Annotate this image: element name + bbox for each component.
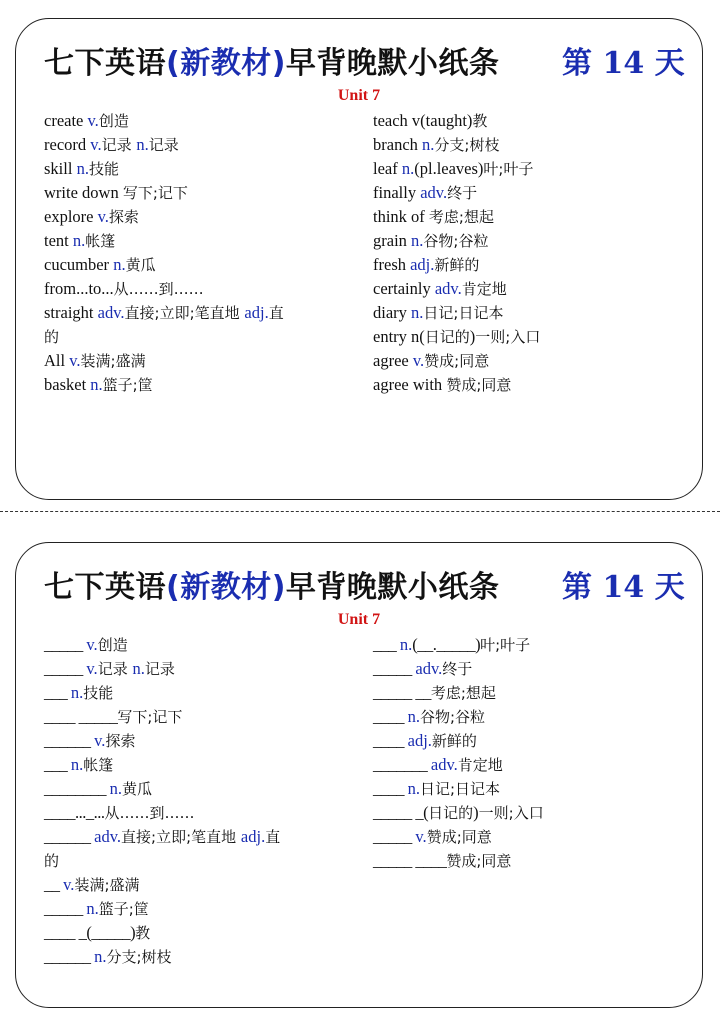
- answer-blank: ____: [373, 707, 408, 726]
- vocab-line: [44, 681, 354, 705]
- answer-blank: _____: [44, 899, 87, 918]
- vocab-line: [44, 133, 354, 157]
- vocab-line: [44, 633, 354, 657]
- vocab-line: [373, 301, 691, 325]
- vocab-line: [373, 253, 691, 277]
- meaning-text: 记录: [101, 136, 137, 154]
- title-highlight: (新教材): [166, 570, 286, 605]
- part-of-speech: n.: [109, 779, 122, 798]
- word-text: fresh: [373, 255, 411, 274]
- answer-blank: ____ _____: [44, 707, 118, 726]
- vocab-line: [44, 849, 354, 873]
- meaning-text: 黄瓜: [125, 256, 156, 274]
- part-of-speech: adv.: [415, 659, 443, 678]
- part-of-speech: n.: [411, 303, 424, 322]
- part-of-speech: v.: [415, 827, 427, 846]
- part-of-speech: v.: [90, 135, 102, 154]
- answer-blank: ___: [44, 755, 71, 774]
- meaning-text: 日记;日记本: [420, 780, 501, 798]
- answer-blank: _____: [44, 635, 87, 654]
- meaning-text: 叶;叶子: [483, 160, 534, 178]
- meaning-text: 记录: [97, 660, 133, 678]
- vocab-line: [373, 133, 691, 157]
- vocab-line: [44, 729, 354, 753]
- part-of-speech: n.: [401, 159, 415, 178]
- vocab-line: [44, 229, 354, 253]
- word-text: All: [44, 351, 70, 370]
- answer-blank: _____: [373, 827, 416, 846]
- meaning-text: 帐篷: [83, 756, 114, 774]
- word-text: ): [469, 327, 476, 346]
- vocab-line: [373, 373, 691, 397]
- meaning-text: 黄瓜: [122, 780, 153, 798]
- vocab-line: [44, 705, 354, 729]
- answer-blank: ____ _(_____): [44, 923, 136, 942]
- title-highlight: (新教材): [166, 46, 286, 81]
- word-text: (pl.leaves): [414, 159, 484, 178]
- answer-blank: ___: [44, 683, 71, 702]
- meaning-text: 记录: [144, 660, 175, 678]
- part-of-speech: n.: [113, 255, 126, 274]
- vocab-line: [373, 205, 691, 229]
- word-text: entry n(: [373, 327, 425, 346]
- vocab-line: [44, 109, 354, 133]
- part-of-speech: n.: [407, 707, 420, 726]
- word-text: leaf: [373, 159, 402, 178]
- part-of-speech: adv.: [434, 279, 462, 298]
- vocab-line: [373, 349, 691, 373]
- card-title: [16, 567, 702, 609]
- meaning-text: 记录: [148, 136, 179, 154]
- part-of-speech: n.: [70, 683, 84, 702]
- meaning-text: 一则;入口: [475, 328, 541, 346]
- vocab-line: [44, 181, 354, 205]
- meaning-text: 赞成;同意: [426, 828, 492, 846]
- part-of-speech: n.: [94, 947, 107, 966]
- meaning-text: 分支;树枝: [434, 136, 500, 154]
- meaning-text: 创造: [98, 112, 129, 130]
- meaning-text: 写下;记下: [122, 184, 188, 202]
- meaning-text: 日记;日记本: [423, 304, 504, 322]
- meaning-text: 考虑;想起: [430, 684, 496, 702]
- meaning-text: 探索: [108, 208, 139, 226]
- meaning-text: 直: [265, 828, 281, 846]
- part-of-speech: n.: [422, 135, 435, 154]
- meaning-text: 新鲜的: [431, 732, 477, 750]
- part-of-speech: adj.: [407, 731, 432, 750]
- answer-blank: _____: [373, 659, 416, 678]
- vocab-line: [44, 301, 354, 325]
- word-text: create: [44, 111, 88, 130]
- answer-blank: ___: [373, 635, 400, 654]
- meaning-text: 技能: [83, 684, 114, 702]
- study-card: [15, 18, 703, 500]
- word-text: agree with: [373, 375, 447, 394]
- part-of-speech: n.: [407, 779, 420, 798]
- day-label: 第 14 天: [562, 46, 685, 81]
- meaning-text: 装满;盛满: [80, 352, 146, 370]
- vocab-line: [44, 897, 354, 921]
- meaning-text: 终于: [447, 184, 478, 202]
- word-text: tent: [44, 231, 73, 250]
- vocab-line: [44, 325, 354, 349]
- cut-line: [0, 511, 720, 512]
- meaning-text: 直接;立即;笔直地: [121, 828, 241, 846]
- part-of-speech: adj.: [240, 827, 266, 846]
- vocab-line: [44, 921, 354, 945]
- word-text: write down: [44, 183, 123, 202]
- word-text: record: [44, 135, 91, 154]
- meaning-text: 赞成;同意: [446, 852, 512, 870]
- card-title: [16, 43, 702, 85]
- answer-blank: ______: [44, 827, 95, 846]
- meaning-text: 探索: [105, 732, 136, 750]
- part-of-speech: adj.: [410, 255, 435, 274]
- vocab-line: [44, 873, 354, 897]
- vocab-line: [373, 181, 691, 205]
- vocab-line: [373, 849, 691, 873]
- meaning-text: 谷物;谷粒: [420, 708, 486, 726]
- day-label: 第 14 天: [562, 570, 685, 605]
- meaning-text: 从……到……: [113, 280, 204, 298]
- part-of-speech: n.: [90, 375, 103, 394]
- quiz-card: [15, 542, 703, 1008]
- meaning-text: 肯定地: [457, 756, 503, 774]
- word-text: think of: [373, 207, 429, 226]
- meaning-text: 叶;叶子: [480, 636, 531, 654]
- meaning-text: 技能: [88, 160, 119, 178]
- part-of-speech: adv.: [97, 303, 125, 322]
- part-of-speech: v.: [86, 659, 98, 678]
- vocab-line: [373, 109, 691, 133]
- vocab-line: [373, 825, 691, 849]
- meaning-text: 日记的: [424, 328, 470, 346]
- vocab-line: [44, 157, 354, 181]
- part-of-speech: n.: [86, 899, 99, 918]
- meaning-text: 教: [472, 112, 488, 130]
- vocab-line: [44, 277, 354, 301]
- word-text: agree: [373, 351, 413, 370]
- word-text: straight: [44, 303, 98, 322]
- title-main: 七下英语(新教材)早背晚默小纸条: [44, 570, 500, 605]
- meaning-text: 从……到……: [104, 804, 195, 822]
- meaning-text: 帐篷: [85, 232, 116, 250]
- word-text: diary: [373, 303, 412, 322]
- vocab-line: [44, 205, 354, 229]
- part-of-speech: adv.: [94, 827, 122, 846]
- part-of-speech: n.: [70, 755, 84, 774]
- answer-blank: ____..._...: [44, 803, 105, 822]
- answer-blank: _____ _(: [373, 803, 429, 822]
- vocab-line: [373, 277, 691, 301]
- part-of-speech: v.: [94, 731, 106, 750]
- vocab-line: [44, 825, 354, 849]
- word-text: finally: [373, 183, 421, 202]
- meaning-text: 创造: [97, 636, 128, 654]
- title-main: 七下英语(新教材)早背晚默小纸条: [44, 46, 500, 81]
- part-of-speech: v.: [412, 351, 425, 370]
- vocab-line: [44, 753, 354, 777]
- vocab-line: [373, 801, 691, 825]
- meaning-text: 直接;立即;笔直地: [124, 304, 245, 322]
- meaning-text: 装满;盛满: [74, 876, 140, 894]
- word-text: certainly: [373, 279, 435, 298]
- answer-blank: _______: [373, 755, 431, 774]
- vocab-line: [373, 681, 691, 705]
- meaning-text: 直: [268, 304, 284, 322]
- study-left-column: [44, 109, 354, 397]
- answer-blank: ________: [44, 779, 110, 798]
- vocab-line: [373, 229, 691, 253]
- meaning-text: 篮子;筐: [98, 900, 149, 918]
- word-text: skill: [44, 159, 77, 178]
- study-right-column: [373, 109, 691, 397]
- vocab-line: [373, 325, 691, 349]
- vocab-line: [44, 945, 354, 969]
- vocab-line: [373, 633, 691, 657]
- answer-blank: ____: [373, 779, 408, 798]
- answer-blank: ______: [44, 731, 95, 750]
- answer-blank: _____ __: [373, 683, 431, 702]
- meaning-text: 赞成;同意: [446, 376, 512, 394]
- part-of-speech: adj.: [244, 303, 269, 322]
- word-text: explore: [44, 207, 98, 226]
- word-text: ): [473, 803, 479, 822]
- answer-blank: ____: [373, 731, 408, 750]
- part-of-speech: v.: [86, 635, 98, 654]
- meaning-text: 肯定地: [461, 280, 507, 298]
- vocab-line: [44, 801, 354, 825]
- meaning-text: 日记的: [428, 804, 474, 822]
- vocab-line: [373, 657, 691, 681]
- word-text: teach v(taught): [373, 111, 473, 130]
- part-of-speech: v.: [87, 111, 99, 130]
- vocab-line: [373, 705, 691, 729]
- answer-blank: __: [44, 875, 64, 894]
- part-of-speech: v.: [69, 351, 81, 370]
- vocab-line: [44, 373, 354, 397]
- meaning-text: 分支;树枝: [106, 948, 172, 966]
- part-of-speech: v.: [97, 207, 109, 226]
- vocab-line: [373, 753, 691, 777]
- word-text: cucumber: [44, 255, 114, 274]
- answer-blank: _____ ____: [373, 851, 447, 870]
- part-of-speech: v.: [63, 875, 75, 894]
- word-text: basket: [44, 375, 91, 394]
- vocab-line: [373, 157, 691, 181]
- meaning-text: 的: [44, 852, 60, 870]
- answer-blank: (__._____): [412, 635, 481, 654]
- part-of-speech: n.: [136, 135, 149, 154]
- vocab-line: [44, 657, 354, 681]
- meaning-text: 新鲜的: [434, 256, 480, 274]
- part-of-speech: n.: [399, 635, 413, 654]
- part-of-speech: adv.: [430, 755, 458, 774]
- meaning-text: 赞成;同意: [424, 352, 490, 370]
- vocab-line: [44, 777, 354, 801]
- word-text: from...to...: [44, 279, 114, 298]
- meaning-text: 终于: [442, 660, 473, 678]
- meaning-text: 篮子;筐: [102, 376, 153, 394]
- meaning-text: 教: [135, 924, 151, 942]
- vocab-line: [44, 349, 354, 373]
- part-of-speech: n.: [132, 659, 145, 678]
- part-of-speech: adv.: [420, 183, 448, 202]
- quiz-left-column: [44, 633, 354, 969]
- quiz-right-column: [373, 633, 691, 873]
- vocab-line: [44, 253, 354, 277]
- word-text: branch: [373, 135, 423, 154]
- meaning-text: 的: [44, 328, 60, 346]
- vocab-line: [373, 777, 691, 801]
- meaning-text: 谷物;谷粒: [423, 232, 489, 250]
- part-of-speech: n.: [411, 231, 424, 250]
- vocab-line: [373, 729, 691, 753]
- answer-blank: _____: [44, 659, 87, 678]
- meaning-text: 一则;入口: [478, 804, 544, 822]
- part-of-speech: n.: [72, 231, 86, 250]
- part-of-speech: n.: [76, 159, 89, 178]
- meaning-text: 写下;记下: [117, 708, 183, 726]
- answer-blank: ______: [44, 947, 95, 966]
- unit-label: Unit 7: [337, 611, 381, 628]
- unit-label: Unit 7: [337, 87, 381, 104]
- word-text: grain: [373, 231, 412, 250]
- meaning-text: 考虑;想起: [428, 208, 494, 226]
